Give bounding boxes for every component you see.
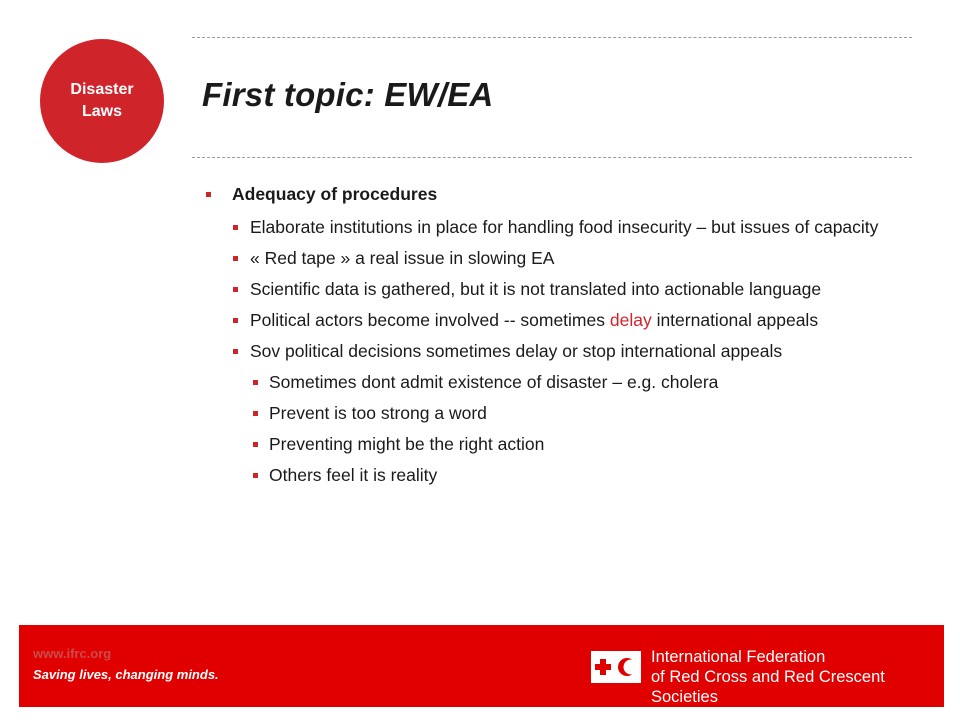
bullet-marker [233, 225, 238, 230]
bullet-marker [233, 349, 238, 354]
bullet-point [206, 277, 916, 301]
bullet-text: Scientific data is gathered, but it is not translated into actionable language [250, 279, 822, 299]
title-divider [192, 157, 912, 158]
footer-bar [19, 625, 944, 707]
disaster-laws-badge [40, 39, 164, 163]
bullet-marker [253, 473, 258, 478]
bullet-heading [206, 180, 916, 208]
bullet-point [206, 339, 916, 363]
bullet-point [206, 215, 916, 239]
bullet-text: Prevent is too strong a word [269, 403, 487, 423]
badge-line-2: Laws [81, 103, 122, 120]
bullet-text: Sometimes dont admit existence of disaster – e.g. cholera [269, 372, 719, 392]
sub-bullet-point [206, 432, 916, 456]
bullet-text: Others feel it is reality [269, 465, 438, 485]
bullet-text: Elaborate institutions in place for handling food insecurity – but issues of capacity [250, 217, 879, 237]
bullet-point [206, 246, 916, 270]
slide-title: First topic: EW/EA [202, 76, 494, 113]
bullet-text: Adequacy of procedures [232, 184, 438, 204]
bullet-marker [233, 287, 238, 292]
footer-tagline: Saving lives, changing minds. [33, 667, 219, 682]
sub-bullet-point [206, 401, 916, 425]
bullet-text: Preventing might be the right action [269, 434, 545, 454]
bullet-text-after: international appeals [651, 310, 819, 330]
sub-bullet-point [206, 370, 916, 394]
sub-bullet-point [206, 463, 916, 487]
bullet-text: « Red tape » a real issue in slowing EA [250, 248, 555, 268]
bullet-point [206, 308, 916, 332]
top-divider [192, 37, 912, 38]
bullet-text-before: Political actors become involved -- sometimes [250, 310, 610, 330]
bullet-marker [206, 192, 211, 197]
bullet-marker [253, 380, 258, 385]
organization-name-line-2: of Red Cross and Red Crescent Societies [651, 668, 885, 706]
bullet-marker [233, 318, 238, 323]
highlighted-word: delay [609, 310, 652, 330]
bullet-marker [253, 442, 258, 447]
footer-website-link[interactable]: www.ifrc.org [33, 646, 112, 661]
bullet-text: Sov political decisions sometimes delay or stop international appeals [250, 341, 783, 361]
organization-name-line-1: International Federation [651, 648, 826, 666]
bullet-list [206, 180, 916, 487]
organization-name [651, 647, 944, 707]
bullet-marker [233, 256, 238, 261]
ifrc-emblem [591, 651, 641, 683]
badge-line-1: Disaster [70, 81, 134, 98]
bullet-marker [253, 411, 258, 416]
